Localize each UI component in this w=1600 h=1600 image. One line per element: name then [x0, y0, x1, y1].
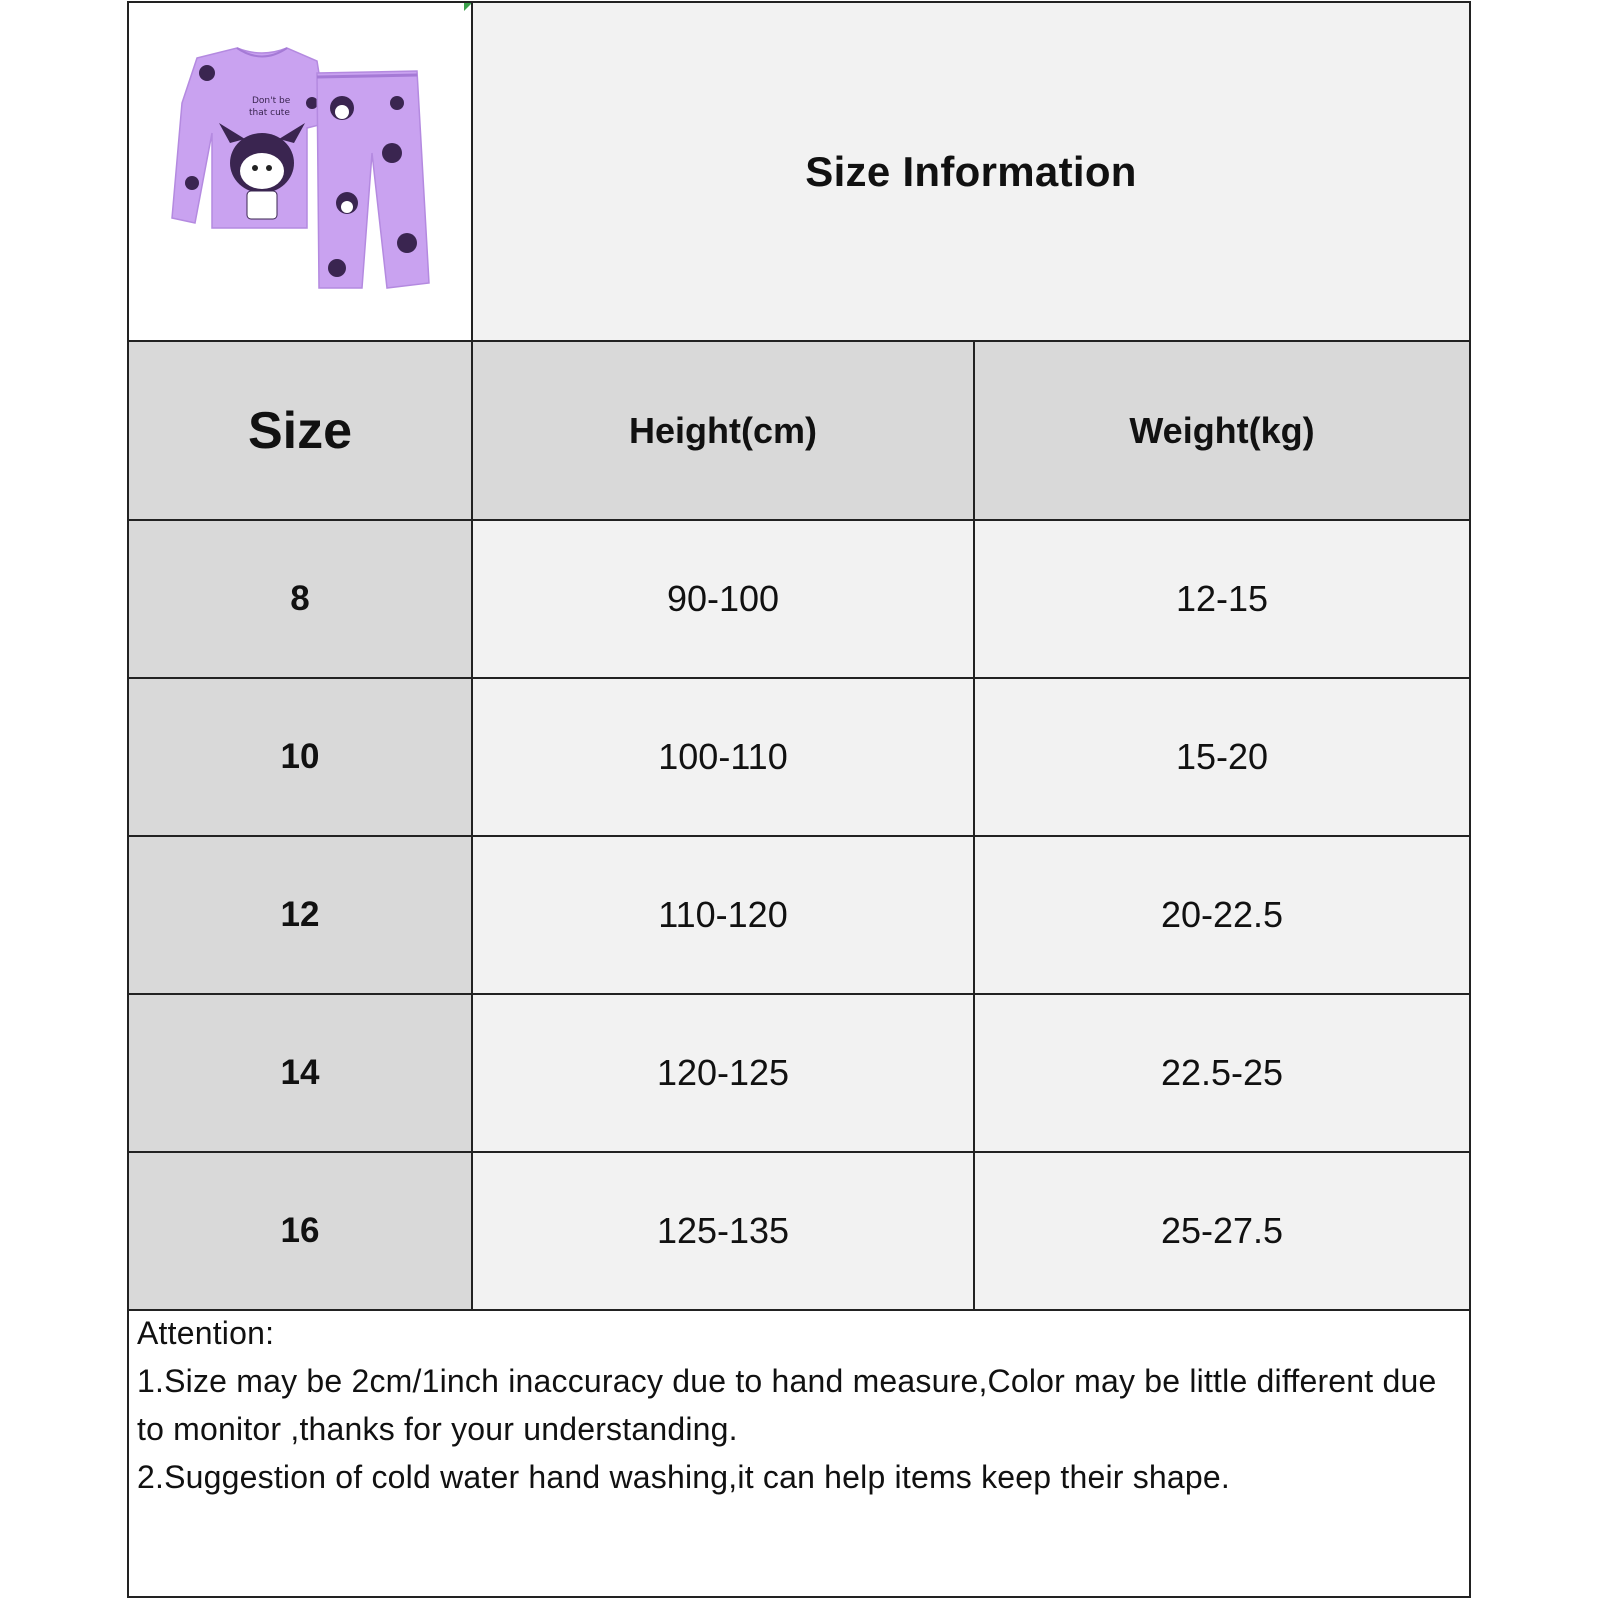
- attention-notes: [137, 1309, 1459, 1501]
- svg-text:that cute: that cute: [249, 108, 290, 118]
- table-row-height: 120-125: [473, 995, 973, 1151]
- height-column-header: Height(cm): [473, 342, 973, 519]
- divider: [471, 3, 473, 1311]
- pajama-set-image: [167, 43, 437, 303]
- svg-text:Don't be: Don't be: [252, 96, 291, 106]
- table-row-size: 14: [129, 995, 471, 1151]
- table-row-size: 8: [129, 521, 471, 677]
- table-row-size: 16: [129, 1153, 471, 1309]
- table-row-size: 12: [129, 837, 471, 993]
- table-row-size: 10: [129, 679, 471, 835]
- divider: [129, 519, 1469, 521]
- table-row-weight: 22.5-25: [975, 995, 1469, 1151]
- page-title: Size Information: [805, 147, 1137, 195]
- weight-column-header: Weight(kg): [975, 342, 1469, 519]
- title-cell: [473, 3, 1469, 340]
- table-row-weight: 12-15: [975, 521, 1469, 677]
- divider: [973, 340, 975, 1311]
- table-row-height: 90-100: [473, 521, 973, 677]
- divider: [129, 835, 1469, 837]
- table-row-weight: 25-27.5: [975, 1153, 1469, 1309]
- note-item: 2.Suggestion of cold water hand washing,it can help items keep their shape.: [137, 1459, 1230, 1495]
- size-column-header: Size: [129, 342, 471, 519]
- note-item: 1.Size may be 2cm/1inch inaccuracy due to hand measure,Color may be little different due to monitor ,thanks for your understanding.: [137, 1363, 1437, 1447]
- notes-heading: Attention:: [137, 1315, 275, 1351]
- divider: [129, 340, 1469, 342]
- divider: [129, 677, 1469, 679]
- table-row-height: 110-120: [473, 837, 973, 993]
- table-row-height: 100-110: [473, 679, 973, 835]
- divider: [129, 1151, 1469, 1153]
- table-row-height: 125-135: [473, 1153, 973, 1309]
- divider: [129, 993, 1469, 995]
- size-chart: [127, 1, 1471, 1598]
- table-row-weight: 15-20: [975, 679, 1469, 835]
- table-row-weight: 20-22.5: [975, 837, 1469, 993]
- product-image-cell: [129, 3, 471, 340]
